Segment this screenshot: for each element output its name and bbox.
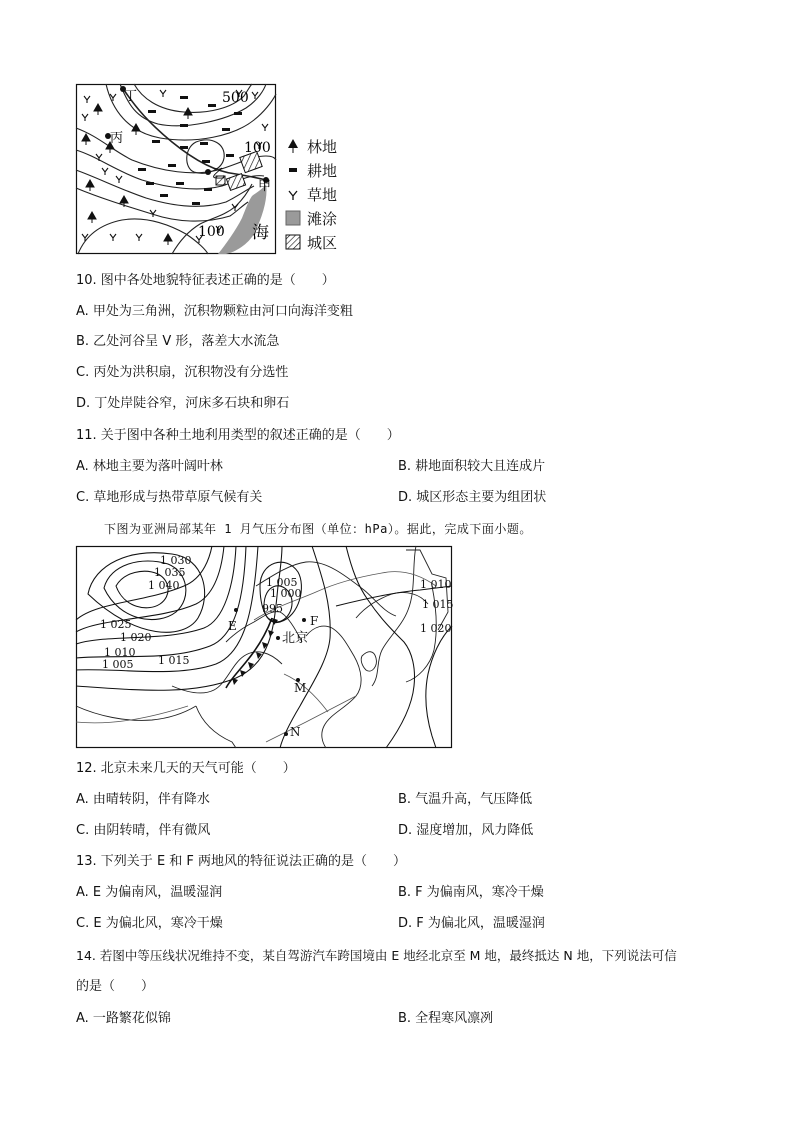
q10-option-c[interactable]: C. 丙处为洪积扇，沉积物没有分选性 xyxy=(76,365,289,380)
point-f-marker xyxy=(302,618,306,622)
label-beijing: 北京 xyxy=(282,631,309,646)
map-legend xyxy=(285,134,337,254)
legend-tidal-flat: 滩涂 xyxy=(285,206,337,230)
isobar-label-1020: 1 020 xyxy=(120,631,152,644)
q13-option-b[interactable]: B. F 为偏南风，寒冷干燥 xyxy=(398,885,544,900)
q11-option-d[interactable]: D. 城区形态主要为组团状 xyxy=(398,490,547,505)
grassland-icon xyxy=(285,186,301,202)
point-n-marker xyxy=(284,732,288,736)
q13-option-c[interactable]: C. E 为偏北风，寒冷干燥 xyxy=(76,916,223,931)
label-bing: 丙 xyxy=(110,131,124,146)
isobar-label-995: 995 xyxy=(262,602,283,615)
q10-option-b[interactable]: B. 乙处河谷呈 V 形，落差大水流急 xyxy=(76,334,280,349)
q12-option-b[interactable]: B. 气温升高，气压降低 xyxy=(398,792,533,807)
map2-intro: 下图为亚洲局部某年 1 月气压分布图（单位：hPa）。据此，完成下面小题。 xyxy=(104,522,532,536)
q12-stem: 12. 北京未来几天的天气可能（ ） xyxy=(76,761,296,776)
label-sea: 海 xyxy=(252,223,269,243)
isobar-label-1030: 1 030 xyxy=(160,554,192,567)
isobar-label-1005-north: 1 005 xyxy=(266,576,298,589)
isobar-label-1040: 1 040 xyxy=(148,579,180,592)
legend-forest: 林地 xyxy=(285,134,337,158)
forest-icon xyxy=(285,138,301,154)
isobar-label-1005-west: 1 005 xyxy=(102,658,134,671)
q13-option-a[interactable]: A. E 为偏南风，温暖湿润 xyxy=(76,885,223,900)
contour-100-b: 100 xyxy=(198,224,225,240)
label-m: M xyxy=(294,681,307,695)
q11-option-b[interactable]: B. 耕地面积较大且连成片 xyxy=(398,459,546,474)
q11-option-a[interactable]: A. 林地主要为落叶阔叶林 xyxy=(76,459,223,474)
isobar-label-1010-east: 1 010 xyxy=(420,578,452,591)
q10-option-a[interactable]: A. 甲处为三角洲，沉积物颗粒由河口向海洋变粗 xyxy=(76,304,353,319)
legend-grassland: 草地 xyxy=(285,182,337,206)
point-e-marker xyxy=(234,608,238,612)
isobar-label-1035: 1 035 xyxy=(154,566,186,579)
tidal-flat-icon xyxy=(285,210,301,226)
contour-500: 500 xyxy=(222,90,249,106)
point-beijing-marker xyxy=(276,636,280,640)
q11-stem: 11. 关于图中各种土地利用类型的叙述正确的是（ ） xyxy=(76,428,400,443)
label-ding: 丁 xyxy=(124,89,138,104)
urban-icon xyxy=(285,234,301,250)
contour-100-a: 100 xyxy=(244,140,271,156)
q14-option-b[interactable]: B. 全程寒风凛冽 xyxy=(398,1011,494,1026)
legend-farmland: 耕地 xyxy=(285,158,337,182)
q12-option-c[interactable]: C. 由阴转晴，伴有微风 xyxy=(76,823,211,838)
label-f: F xyxy=(310,614,319,628)
isobar-label-1025: 1 025 xyxy=(100,618,132,631)
q14-stem-continued: 的是（ ） xyxy=(76,979,155,994)
q12-option-d[interactable]: D. 湿度增加，风力降低 xyxy=(398,823,534,838)
isobar-label-1015: 1 015 xyxy=(158,654,190,667)
label-yi: 乙 xyxy=(212,167,226,182)
q12-option-a[interactable]: A. 由晴转阴，伴有降水 xyxy=(76,792,210,807)
land-use-map xyxy=(76,84,276,254)
pressure-map xyxy=(76,546,452,748)
isobar-label-1000: 1 000 xyxy=(270,587,302,600)
q10-option-d[interactable]: D. 丁处岸陡谷窄，河床多石块和卵石 xyxy=(76,396,290,411)
label-jia: 甲 xyxy=(258,179,272,194)
q10-stem: 10. 图中各处地貌特征表述正确的是（ ） xyxy=(76,273,335,288)
isobar-label-1020-east: 1 020 xyxy=(420,622,452,635)
q11-option-c[interactable]: C. 草地形成与热带草原气候有关 xyxy=(76,490,263,505)
isobar-label-1010: 1 010 xyxy=(104,646,136,659)
label-e: E xyxy=(228,619,237,633)
isobar-label-1015-east: 1 015 xyxy=(422,598,454,611)
q13-option-d[interactable]: D. F 为偏北风，温暖湿润 xyxy=(398,916,545,931)
q14-stem: 14. 若图中等压线状况维持不变，某自驾游汽车跨国境由 E 地经北京至 M 地，最终抵达 N 地，下列说法可信 xyxy=(76,948,677,963)
q13-stem: 13. 下列关于 E 和 F 两地风的特征说法正确的是（ ） xyxy=(76,854,407,869)
q14-option-a[interactable]: A. 一路繁花似锦 xyxy=(76,1011,171,1026)
legend-urban: 城区 xyxy=(285,230,337,254)
point-yi-marker xyxy=(205,169,211,175)
label-n: N xyxy=(290,725,301,739)
farmland-icon xyxy=(285,162,301,178)
